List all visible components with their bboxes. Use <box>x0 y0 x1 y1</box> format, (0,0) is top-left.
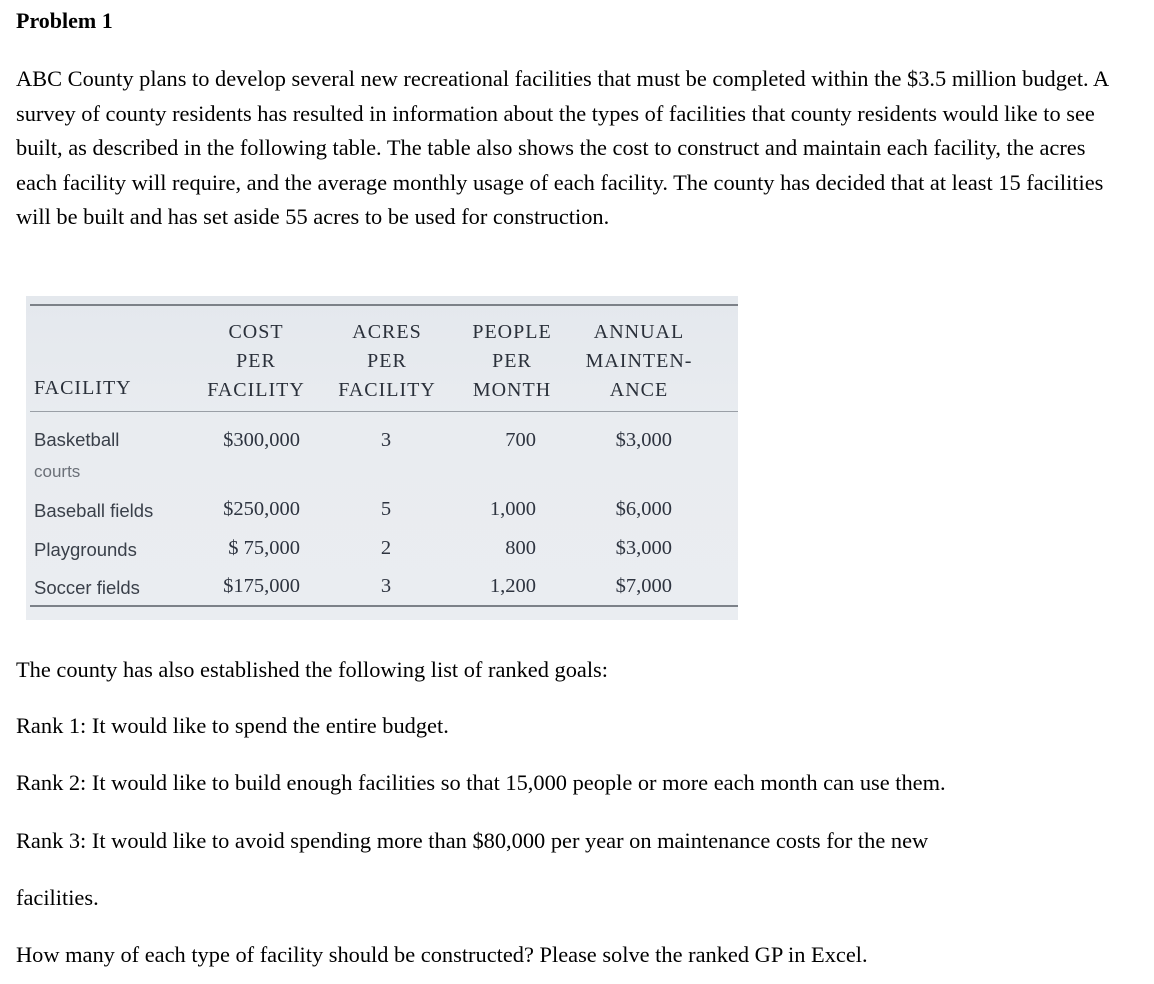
goal-rank-3-continued: facilities. <box>16 885 99 910</box>
table-header-rule <box>30 411 738 412</box>
row-acres: 3 <box>380 575 392 597</box>
row-facility-name: Playgrounds <box>34 539 137 560</box>
header-people-per-month: PEOPLE PER MONTH <box>472 321 552 401</box>
row-facility-name: Basketball <box>34 429 120 450</box>
header-acres-per-facility: ACRES PER FACILITY <box>338 321 436 401</box>
row-acres: 3 <box>380 429 392 451</box>
goals-intro: The county has also established the following list of ranked goals: <box>16 657 608 682</box>
goal-rank-1: Rank 1: It would like to spend the entire budget. <box>16 713 449 738</box>
facility-table-image <box>26 296 738 620</box>
row-people: 1,000 <box>489 498 536 520</box>
row-people: 1,200 <box>489 575 536 597</box>
table-top-rule <box>30 304 738 306</box>
row-maintenance: $3,000 <box>615 537 672 559</box>
row-facility-name: Soccer fields <box>34 577 140 598</box>
row-people: 700 <box>505 429 536 451</box>
goal-rank-2: Rank 2: It would like to build enough facilities so that 15,000 people or more each month can use them. <box>16 770 946 795</box>
header-cost-per-facility: COST PER FACILITY <box>207 321 305 401</box>
problem-description: ABC County plans to develop several new recreational facilities that must be completed within the $3.5 million budget. A survey of county residents has resulted in information about the types of facilities that county residents would like to see built, as described in the following table. The table also shows the cost to construct and maintain each facility, the acres each facility will require, and the average monthly usage of each facility. The county has decided that at least 15 facilities will be built and has set aside 55 acres to be used for construction. <box>16 66 1108 229</box>
row-maintenance: $7,000 <box>615 575 672 597</box>
row-cost: $300,000 <box>223 429 300 451</box>
problem-title: Problem 1 <box>16 8 113 33</box>
header-facility: FACILITY <box>34 377 132 399</box>
row-maintenance: $6,000 <box>615 498 672 520</box>
row-cost: $175,000 <box>223 575 300 597</box>
goal-rank-3: Rank 3: It would like to avoid spending more than $80,000 per year on maintenance costs for the new <box>16 828 929 853</box>
row-facility-name: Baseball fields <box>34 500 154 521</box>
row-cost: $ 75,000 <box>228 537 300 559</box>
table-bottom-rule <box>30 605 738 607</box>
header-annual-maintenance: ANNUAL MAINTEN- ANCE <box>585 321 693 401</box>
question: How many of each type of facility should be constructed? Please solve the ranked GP in Excel. <box>16 942 868 967</box>
row-facility-name-cont: courts <box>34 462 81 481</box>
row-cost: $250,000 <box>223 498 300 520</box>
row-acres: 5 <box>380 498 392 520</box>
row-maintenance: $3,000 <box>615 429 672 451</box>
row-acres: 2 <box>380 537 392 559</box>
row-people: 800 <box>505 537 536 559</box>
